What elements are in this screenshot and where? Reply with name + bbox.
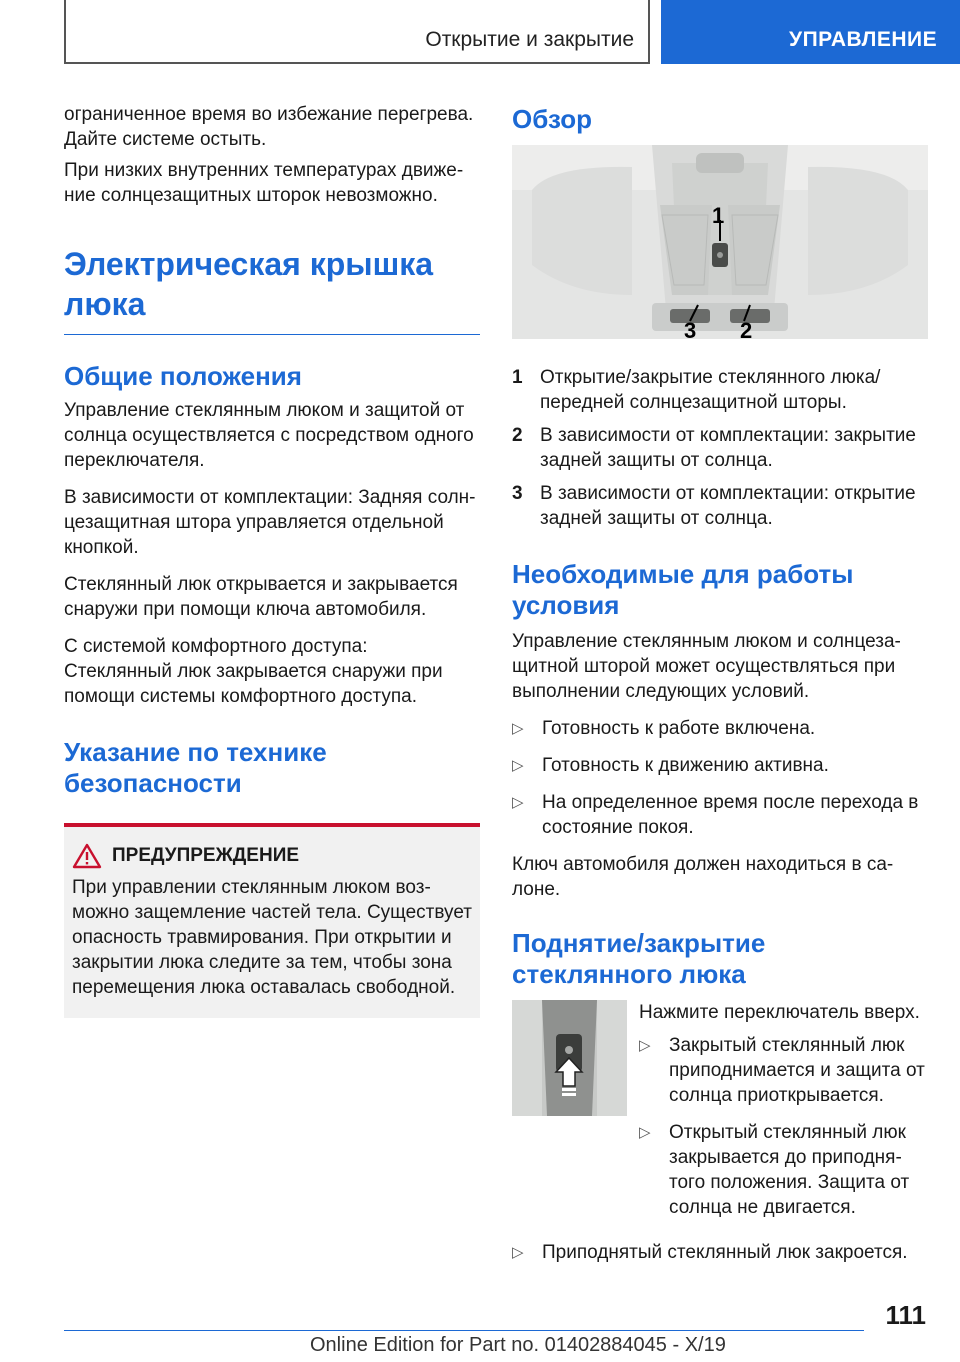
list-item <box>512 423 928 473</box>
general-paragraph-2: В зависимости от комплектации: Задняя солнцезащитная штора управляется отдельной кнопкой. <box>64 487 476 558</box>
header-chapter-box <box>661 0 960 64</box>
edition-footer: Online Edition for Part no. 01402884045 - X/19 <box>310 1334 726 1356</box>
legend-text: Открытие/закрытие стеклянного люка/ передней солнцезащитной шторы. <box>540 367 881 413</box>
triangle-bullet-icon: ▷ <box>512 794 524 811</box>
legend-number: 1 <box>512 367 523 388</box>
overhead-console-photo <box>512 145 928 339</box>
intro-paragraph-2: При низких внутренних температурах движение солнцезащитных шторок невозможно. <box>64 160 464 206</box>
header-section-box <box>64 0 650 64</box>
legend-number: 3 <box>512 483 523 504</box>
list-item <box>512 716 928 741</box>
triangle-bullet-icon: ▷ <box>512 1244 524 1261</box>
header-section-title: Открытие и закрытие <box>425 28 634 51</box>
lift-block <box>512 1000 928 1240</box>
list-item <box>639 1033 928 1108</box>
requirements-text: Управление стеклянным люком и солнцезащитной шторой может осуществляться при выполнении следующих условий. <box>512 631 901 702</box>
page-number: 111 <box>885 1300 926 1330</box>
requirements-heading: Необходимые для работы условия <box>512 559 854 620</box>
warning-header <box>72 843 472 869</box>
overview-legend-list <box>512 365 928 531</box>
right-column <box>512 102 928 1277</box>
list-item <box>512 790 928 840</box>
general-paragraph-3: Стеклянный люк открывается и закрывается снаружи при помощи ключа автомобиля. <box>64 574 458 620</box>
intro-paragraph-1: ограниченное время во избежание перегрева. Дайте системе остыть. <box>64 104 474 150</box>
photo-label-3: 3 <box>684 318 697 339</box>
list-item <box>639 1120 928 1220</box>
key-location-text: Ключ автомобиля должен находиться в салоне. <box>512 854 894 900</box>
warning-text: При управлении стеклянным люком возможно защемление частей тела. Существует опасность травмирования. При открытии и закрытии люка следите за тем, чтобы зона перемещения люка оставалась свободной. <box>72 877 472 998</box>
photo-label-2: 2 <box>740 318 753 339</box>
legend-number: 2 <box>512 425 523 446</box>
lift-instructions <box>639 1000 928 1232</box>
switch-illustration <box>512 1000 627 1116</box>
triangle-bullet-icon: ▷ <box>639 1124 651 1141</box>
safety-heading: Указание по технике безопасности <box>64 737 327 798</box>
requirement-text: На определенное время после перехода в состояние покоя. <box>542 792 919 838</box>
section-title: Электрическая крышка люка <box>64 246 434 322</box>
header-chapter-title: УПРАВЛЕНИЕ <box>789 28 938 51</box>
photo-label-1: 1 <box>712 203 725 228</box>
triangle-bullet-icon: ▷ <box>512 720 524 737</box>
general-heading: Общие положения <box>64 361 302 391</box>
warning-box <box>64 823 480 1018</box>
legend-text: В зависимости от комплектации: закрытие задней защиты от солнца. <box>540 425 916 471</box>
list-item <box>512 481 928 531</box>
lift-heading: Поднятие/закрытие стеклянного люка <box>512 928 766 989</box>
warning-triangle-icon <box>72 843 102 869</box>
list-item <box>512 753 928 778</box>
lift-final-list <box>512 1240 928 1265</box>
requirements-list <box>512 716 928 840</box>
legend-text: В зависимости от комплектации: открытие задней защиты от солнца. <box>540 483 916 529</box>
general-paragraph-4: С системой комфортного доступа: Стеклянный люк закрывается снаружи при помощи системы комфортного доступа. <box>64 636 443 707</box>
lift-sub-list <box>639 1033 928 1220</box>
footer-divider <box>64 1330 864 1331</box>
triangle-bullet-icon: ▷ <box>512 757 524 774</box>
warning-title: ПРЕДУПРЕЖДЕНИЕ <box>112 845 300 866</box>
left-column <box>64 102 480 1018</box>
lift-last-text: Приподнятый стеклянный люк закроется. <box>542 1242 908 1263</box>
overview-heading: Обзор <box>512 104 592 134</box>
list-item <box>512 1240 928 1265</box>
requirement-text: Готовность к работе включена. <box>542 718 816 739</box>
requirement-text: Готовность к движению активна. <box>542 755 829 776</box>
switch-photo <box>512 1000 627 1116</box>
lift-text: Нажмите переключатель вверх. <box>639 1002 920 1023</box>
title-divider <box>64 334 480 335</box>
lift-sub-text: Открытый стеклянный люк закрывается до приподнятого положения. Защита от солнца не двигается. <box>669 1122 910 1218</box>
lift-sub-text: Закрытый стеклянный люк приподнимается и защита от солнца приоткрывается. <box>669 1035 925 1106</box>
overhead-console-illustration <box>512 145 928 339</box>
list-item <box>512 365 928 415</box>
triangle-bullet-icon: ▷ <box>639 1037 651 1054</box>
general-paragraph-1: Управление стеклянным люком и защитой от солнца осуществляется с посредством одного переключателя. <box>64 400 474 471</box>
